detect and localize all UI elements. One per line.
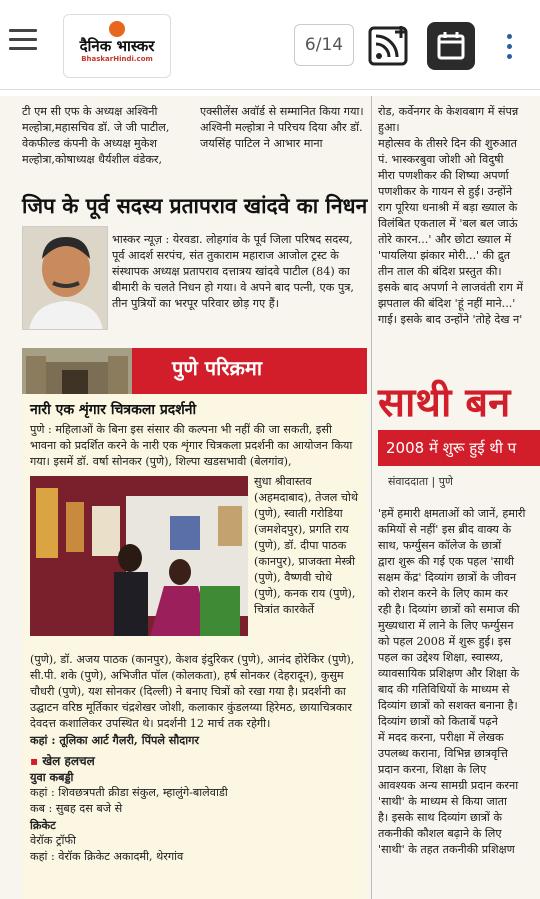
feed-add-icon[interactable]: [368, 24, 412, 68]
col1-top-text: टी एम सी एफ के अध्यक्ष अश्विनी मल्होत्रा,महासचिव डॉ. जे जी पाटील, वेकफील्ड कंपनी के अध्यक्ष मुकेश मल्होत्रा,कोषाध्यक्ष धैर्यशील वंडेकर,: [22, 105, 170, 166]
calendar-icon[interactable]: [427, 22, 475, 70]
publication-logo[interactable]: [63, 14, 171, 78]
sports-item: कहां : शिवछत्रपती क्रीडा संकुल, म्हालुंगे-बालेवाडी: [30, 786, 228, 799]
logo-subtitle: BhaskarHindi.com: [81, 55, 153, 63]
app-bar: [0, 0, 540, 90]
sports-item: कब : सुबह दस बजे से: [30, 802, 123, 815]
col2-top-text: एक्सीलेंस अवॉर्ड से सम्मानित किया गया। अश्विनी मल्होत्रा ने परिचय दिया और डॉ. जयसिंह पाटिल ने आभार माना: [200, 105, 364, 150]
pune-section-banner: [22, 348, 367, 394]
sports-item: कहां : वेरॉक क्रिकेट अकादमी, थेरगांव: [30, 850, 184, 863]
page-counter[interactable]: 6/14: [294, 24, 354, 66]
logo-name: दैनिक भास्कर: [79, 37, 155, 55]
shaniwarwada-image: [22, 348, 132, 394]
menu-icon[interactable]: [9, 29, 37, 51]
sports-item: वेरॉक ट्रॉफी: [30, 834, 76, 847]
obituary-text: भास्कर न्यूज़ : येरवडा. लोहगांव के पूर्व जिला परिषद सदस्य, पूर्व आदर्श सरपंच, संत तुकाराम महाराज आजोल ट्रस्ट के संस्थापक अध्यक्ष प्रतापराव दत्तात्रय खांदवे पाटील (84) का बीमारी के चलते निधन हो गया। वे अपने बाद पत्नी, एक पुत्र, तीन पुत्रियों का भरपूर परिवार छोड़ गए हैं।: [112, 233, 354, 310]
col3-top-text: रोड, कर्वेनगर के केशवबाग में संपन्न हुआ। महोत्सव के तीसरे दिन की शुरुआत पं. भास्करबुवा जोशी ओ विदुषी मीरा पणशीकर की शिष्या अपर्णा पणशीकर के गायन से हुई। उन्होंने राग पूरिया धनाश्री में बड़ा ख्याल के विलंबित एकताल में 'बल बल जाऊं तोरे कारन...' और छोटा ख्याल में 'पायलिया झंकार मोरी...' की द्रुत तीन ताल की बंदिश प्रस्तुत की। इसके बाद अपर्णा ने लाजवंती राग में झपताल की बंदिश 'हूं नहीं माने...' गाई। इसके बाद उन्होंने 'तोहे देख न': [378, 105, 524, 326]
sathi-article-text: 'हमें हमारी क्षमताओं को जानें, हमारी कमियों से नहीं' इस ब्रीद वाक्य के साथ, फर्ग्युसन कॉलेज के छात्रों द्वारा शुरू की गई एक पहल 'साथी सक्षम केंद्र' दिव्यांग छात्रों के जीवन को रोशन करने के लिए काम कर रही है। दिव्यांग छात्रों को समाज की मुख्यधारा में लाने के लिए फर्ग्युसन को पहल 2008 में शुरू हुई। इस पहल का उद्देश्य शिक्षा, स्वास्थ्य, व्यावसायिक प्रशिक्षण और शिक्षा के बाद की गतिविधियों के माध्यम से दिव्यांग छात्रों को सशक्त बनाना है। दिव्यांग छात्रों को किताबें पढ़ने में मदद करना, परीक्षा में लेखक उपलब्ध कराना, विभिन्न छात्रवृत्ति प्रदान करना, शिक्षा के लिए आवश्यक अन्य सामग्री प्रदान करना 'साथी' के माध्यम से किया जाता है। इसके साथ दिव्यांग छात्रों के तकनीकी कौशल बढ़ाने के लिए 'साथी' के तहत तकनीकी प्रशिक्षण: [378, 507, 526, 856]
portrait-photo: [22, 226, 108, 330]
exhibition-intro: पुणे : महिलाओं के बिना इस संसार की कल्पना भी नहीं की जा सकती, इसी भावना को प्रदर्शित करने के नारी एक शृंगार चित्रकला प्रदर्शनी का आयोजन किया गया। इसमें डॉ. वर्षा सोनकर (पुणे), शिल्पा खडसभावी (बेलगांव),: [30, 423, 353, 468]
sathi-headline: साथी बन: [378, 380, 511, 426]
exhibition-artists: सुधा श्रीवास्तव (अहमदाबाद), तेजल चोथे (पुणे), स्वाती गरोडिया (जमशेदपुर), प्रगति राय (पुणे), डॉ. दीपा पाठक (कानपुर), प्राजक्ता मेस्त्री (पुणे), वैष्णवी चोथे (पुणे), कनक राय (पुणे), चित्रांत कारकेर्ते: [254, 475, 359, 616]
more-options-icon[interactable]: [506, 34, 514, 64]
exhibition-venue: कहां : तूलिका आर्ट गैलरी, पिंपले सौदागर: [30, 733, 199, 747]
pune-section: [22, 394, 367, 899]
headline-obituary: जिप के पूर्व सदस्य प्रतापराव खांदवे का निधन: [22, 194, 368, 218]
column-divider: [371, 96, 372, 899]
sports-item: क्रिकेट: [30, 818, 56, 832]
exhibition-photo: [30, 476, 248, 636]
sports-heading: ▪ खेल हलचल: [30, 754, 95, 768]
byline: संवाददाता | पुणे: [388, 475, 453, 488]
exhibition-details: [30, 652, 360, 865]
pune-section-title: पुणे परिक्रमा: [172, 356, 263, 380]
sathi-subheadline: 2008 में शुरू हुई थी प: [378, 430, 540, 466]
exhibition-heading: नारी एक शृंगार चित्रकला प्रदर्शनी: [30, 402, 197, 418]
exhibition-details-text: (पुणे), डॉ. अजय पाठक (कानपुर), केशव इंदुरिकर (पुणे), आनंद होरेकिर (पुणे), सी.पी. शके (पुणे), अभिजीत पॉल (कोलकता), हर्ष सोनकर (देहरादून), कुसुम चौधरी (पुणे), यश सोनकर (दिल्ली) ने बनाए चित्रों को रखा गया है। प्रदर्शनी का उद्घाटन वरिष्ठ मूर्तिकार चंद्रशेखर जोशी, कलाकार कुंडलय्या हिरेमठ, छायाचित्रकार देवदत्त कशालिकर उपस्थित थे। प्रदर्शनी 12 मार्च तक रहेगी।: [30, 653, 355, 730]
sports-item: युवा कबड्डी: [30, 770, 74, 784]
epaper-page[interactable]: [0, 96, 540, 899]
logo-sun-icon: [109, 21, 125, 37]
